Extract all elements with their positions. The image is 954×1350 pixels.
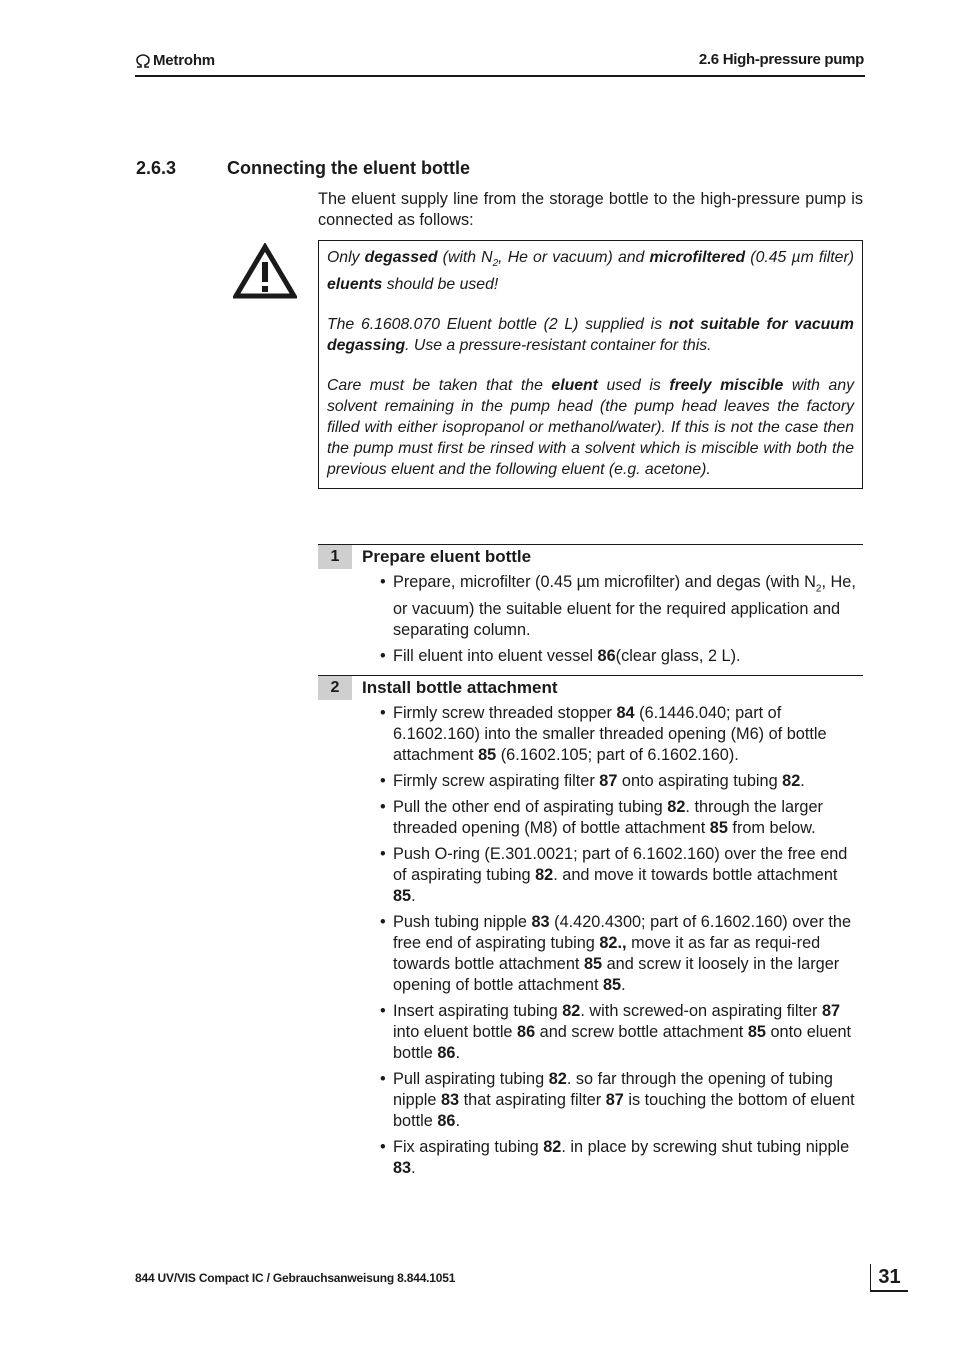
list-item: • Insert aspirating tubing 82. with screwed-on aspirating filter 87 into eluent bottle 86 and screw bottle attachment 85 onto eluent bottle 86. [380,1001,863,1064]
footer-document-id: 844 UV/VIS Compact IC / Gebrauchsanweisung 8.844.1051 [135,1271,456,1285]
warning-paragraph: Only degassed (with $N_2$, He or vacuum) and microfiltered (0.45 µm filter) eluents should be used! [327,249,854,294]
list-item: • Prepare, microfilter (0.45 µm microfilter) and degas (with $N_2$, He, or vacuum) the suitable eluent for the required application and separating column. [380,572,863,641]
list-item: • Push O-ring (E.301.0021; part of 6.1602.160) over the free end of aspirating tubing 82. and move it towards bottle attachment 85. [380,844,863,907]
list-item: • Pull the other end of aspirating tubing 82. through the larger threaded opening (M8) of bottle attachment 85 from below. [380,797,863,839]
list-item: • Firmly screw aspirating filter 87 onto aspirating tubing 82. [380,771,863,792]
step-title: Install bottle attachment [362,678,558,697]
warning-note [318,240,863,489]
list-item: • Fix aspirating tubing 82. in place by screwing shut tubing nipple 83. [380,1137,863,1179]
running-header-section: 2.6 High-pressure pump [698,51,864,68]
warning-paragraph: The 6.1608.070 Eluent bottle (2 L) supplied is not suitable for vacuum degassing. Use a pressure-resistant container for this. [327,316,854,355]
intro-paragraph: The eluent supply line from the storage bottle to the high-pressure pump is connected as follows: [318,190,863,229]
section-title: Connecting the eluent bottle [227,158,470,178]
list-item: • Push tubing nipple 83 (4.420.4300; part of 6.1602.160) over the free end of aspirating tubing 82., move it as far as requi-red towards bottle attachment 85 and screw it loosely in the larger opening of bottle attachment 85. [380,912,863,996]
step-title: Prepare eluent bottle [362,547,532,566]
step-items [318,703,863,1179]
page-number: 31 [870,1264,908,1292]
brand-logo [135,52,215,69]
list-item: • Pull aspirating tubing 82. so far through the opening of tubing nipple 83 that aspirating filter 87 is touching the bottom of eluent bottle 86. [380,1069,863,1132]
step-items [318,572,863,667]
step-1 [318,544,863,672]
section-number: 2.6.3 [136,158,177,178]
list-item: • Fill eluent into eluent vessel 86(clear glass, 2 L). [380,646,863,667]
step-number: 2 [318,676,352,700]
step-header [318,675,863,700]
warning-triangle-icon [233,243,297,299]
step-number: 1 [318,545,352,569]
header-rule [135,75,865,77]
logo-text: Metrohm [153,52,215,69]
omega-logo-icon [135,54,151,68]
warning-paragraph: Care must be taken that the eluent used is freely miscible with any solvent remaining in the pump head (the pump head leaves the factory filled with either isopropanol or methanol/water). If this is not the case then the pump must first be rinsed with a solvent which is miscible with both the previous eluent and the following eluent (e.g. acetone). [327,377,855,479]
step-header [318,544,863,569]
list-item: • Firmly screw threaded stopper 84 (6.1446.040; part of 6.1602.160) into the smaller threaded opening (M6) of bottle attachment 85 (6.1602.105; part of 6.1602.160). [380,703,863,766]
step-2 [318,675,863,1184]
